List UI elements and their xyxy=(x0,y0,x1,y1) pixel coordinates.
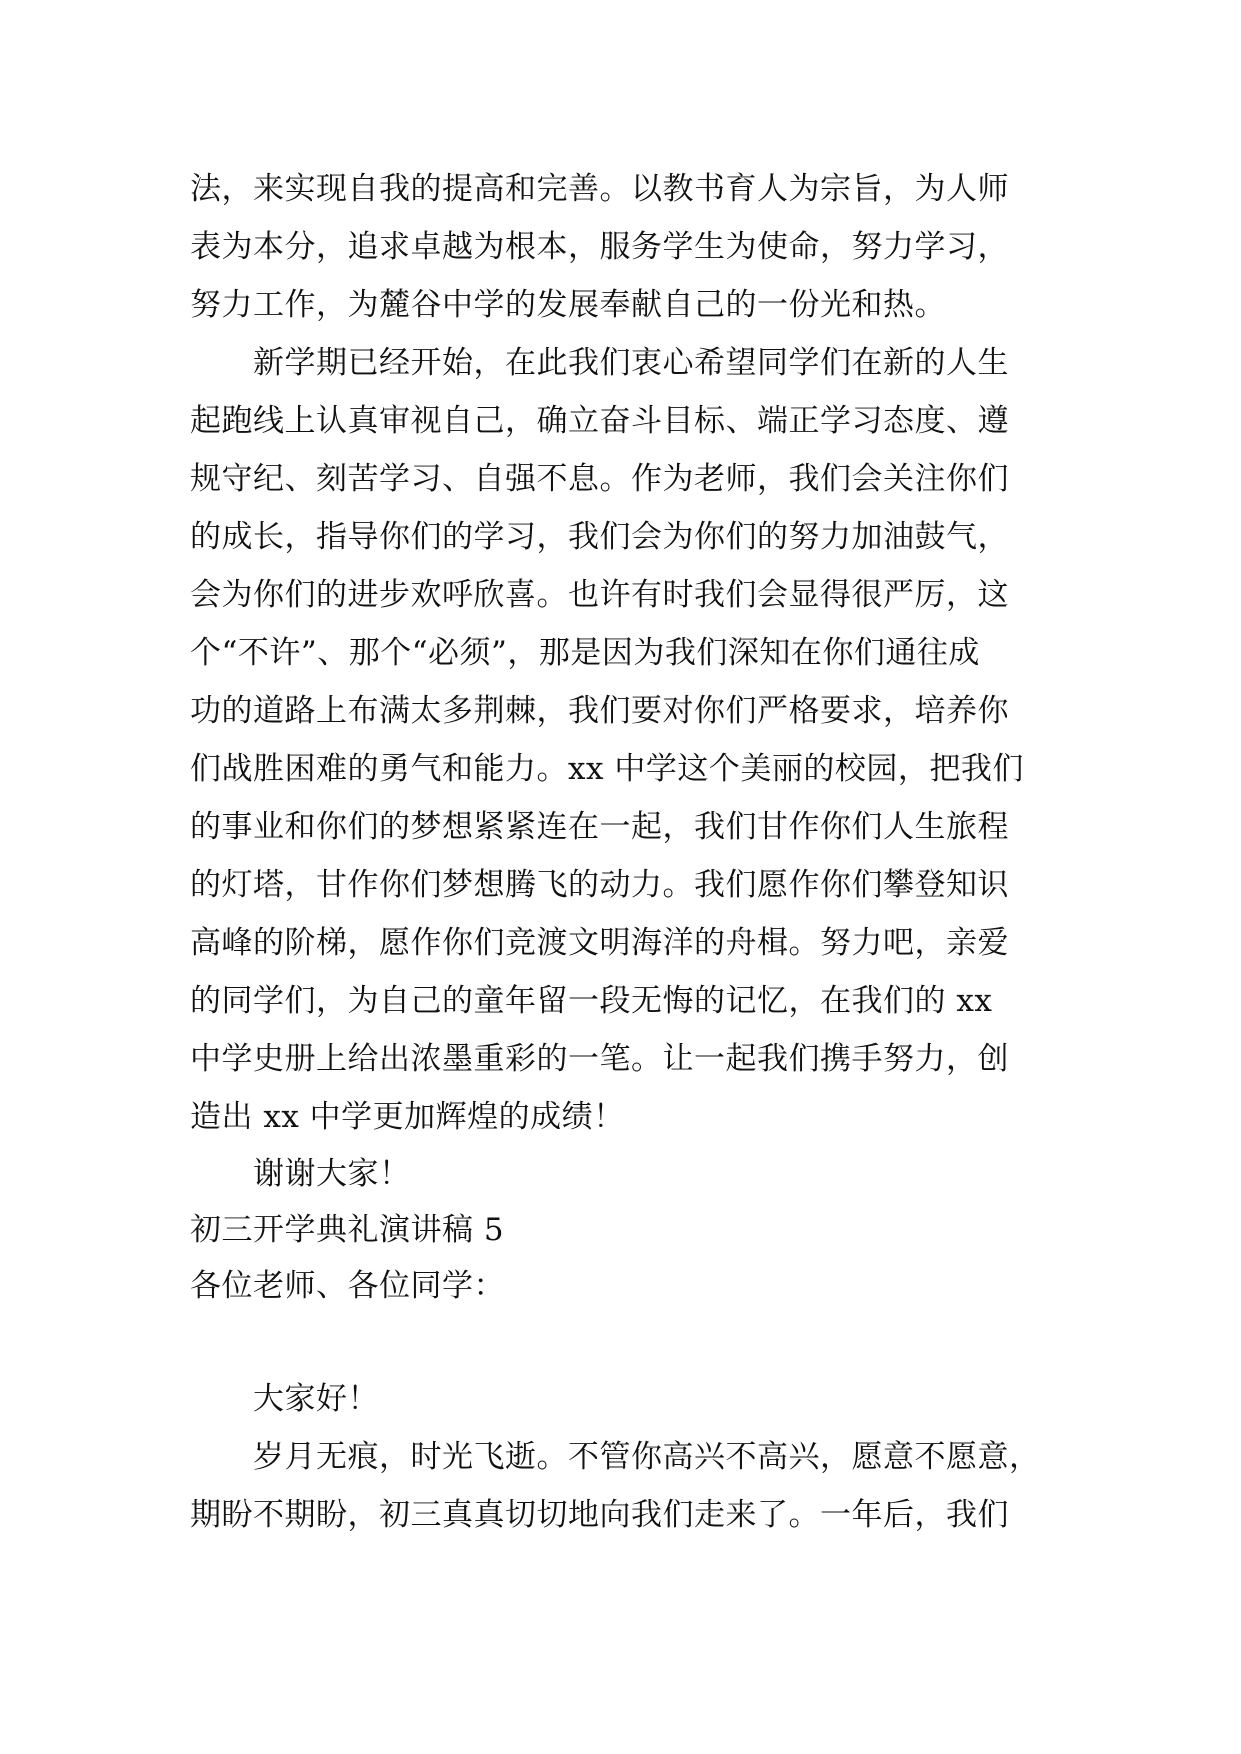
text-line: 的成长，指导你们的学习，我们会为你们的努力加油鼓气， xyxy=(190,519,1009,555)
text-line: 中学史册上给出浓墨重彩的一笔。让一起我们携手努力，创 xyxy=(190,1041,1009,1077)
section-title: 初三开学典礼演讲稿 5 xyxy=(190,1212,505,1248)
document-body xyxy=(190,160,1052,1544)
text-line: 造出 xx 中学更加辉煌的成绩！ xyxy=(190,1099,625,1135)
text-line: 的同学们，为自己的童年留一段无悔的记忆，在我们的 xx xyxy=(190,983,993,1019)
text-line: 功的道路上布满太多荆棘，我们要对你们严格要求，培养你 xyxy=(190,693,1009,729)
text-line: 努力工作，为麓谷中学的发展奉献自己的一份光和热。 xyxy=(190,287,946,323)
text-line: 规守纪、刻苦学习、自强不息。作为老师，我们会关注你们 xyxy=(190,461,1009,497)
salutation: 各位老师、各位同学： xyxy=(190,1268,505,1304)
blank-line xyxy=(190,1314,1052,1370)
text-line: 表为本分，追求卓越为根本，服务学生为使命，努力学习， xyxy=(190,229,1009,265)
text-line: 的事业和你们的梦想紧紧连在一起，我们甘作你们人生旅程 xyxy=(190,809,1009,845)
paragraph-2 xyxy=(190,334,1052,1146)
text-line: 法，来实现自我的提高和完善。以教书育人为宗旨，为人师 xyxy=(190,171,1009,207)
text-line: 个“不许”、那个“必须”，那是因为我们深知在你们通往成 xyxy=(190,635,980,671)
text-line: 们战胜困难的勇气和能力。xx 中学这个美丽的校园，把我们 xyxy=(190,751,1024,787)
text-line: 起跑线上认真审视自己，确立奋斗目标、端正学习态度、遵 xyxy=(190,403,1009,439)
paragraph-1 xyxy=(190,160,1052,334)
text-line: 会为你们的进步欢呼欣喜。也许有时我们会显得很严厉，这 xyxy=(190,577,1009,613)
text-line: 期盼不期盼，初三真真切切地向我们走来了。一年后，我们 xyxy=(190,1497,1009,1533)
paragraph-3 xyxy=(190,1428,1052,1544)
text-line: 高峰的阶梯，愿作你们竞渡文明海洋的舟楫。努力吧，亲爱 xyxy=(190,925,1009,961)
text-line: 岁月无痕，时光飞逝。不管你高兴不高兴，愿意不愿意， xyxy=(253,1439,1041,1475)
text-line: 的灯塔，甘作你们梦想腾飞的动力。我们愿作你们攀登知识 xyxy=(190,867,1009,903)
text-line: 新学期已经开始，在此我们衷心希望同学们在新的人生 xyxy=(253,345,1009,381)
greeting: 大家好！ xyxy=(253,1381,379,1417)
thanks-line: 谢谢大家！ xyxy=(253,1156,411,1192)
